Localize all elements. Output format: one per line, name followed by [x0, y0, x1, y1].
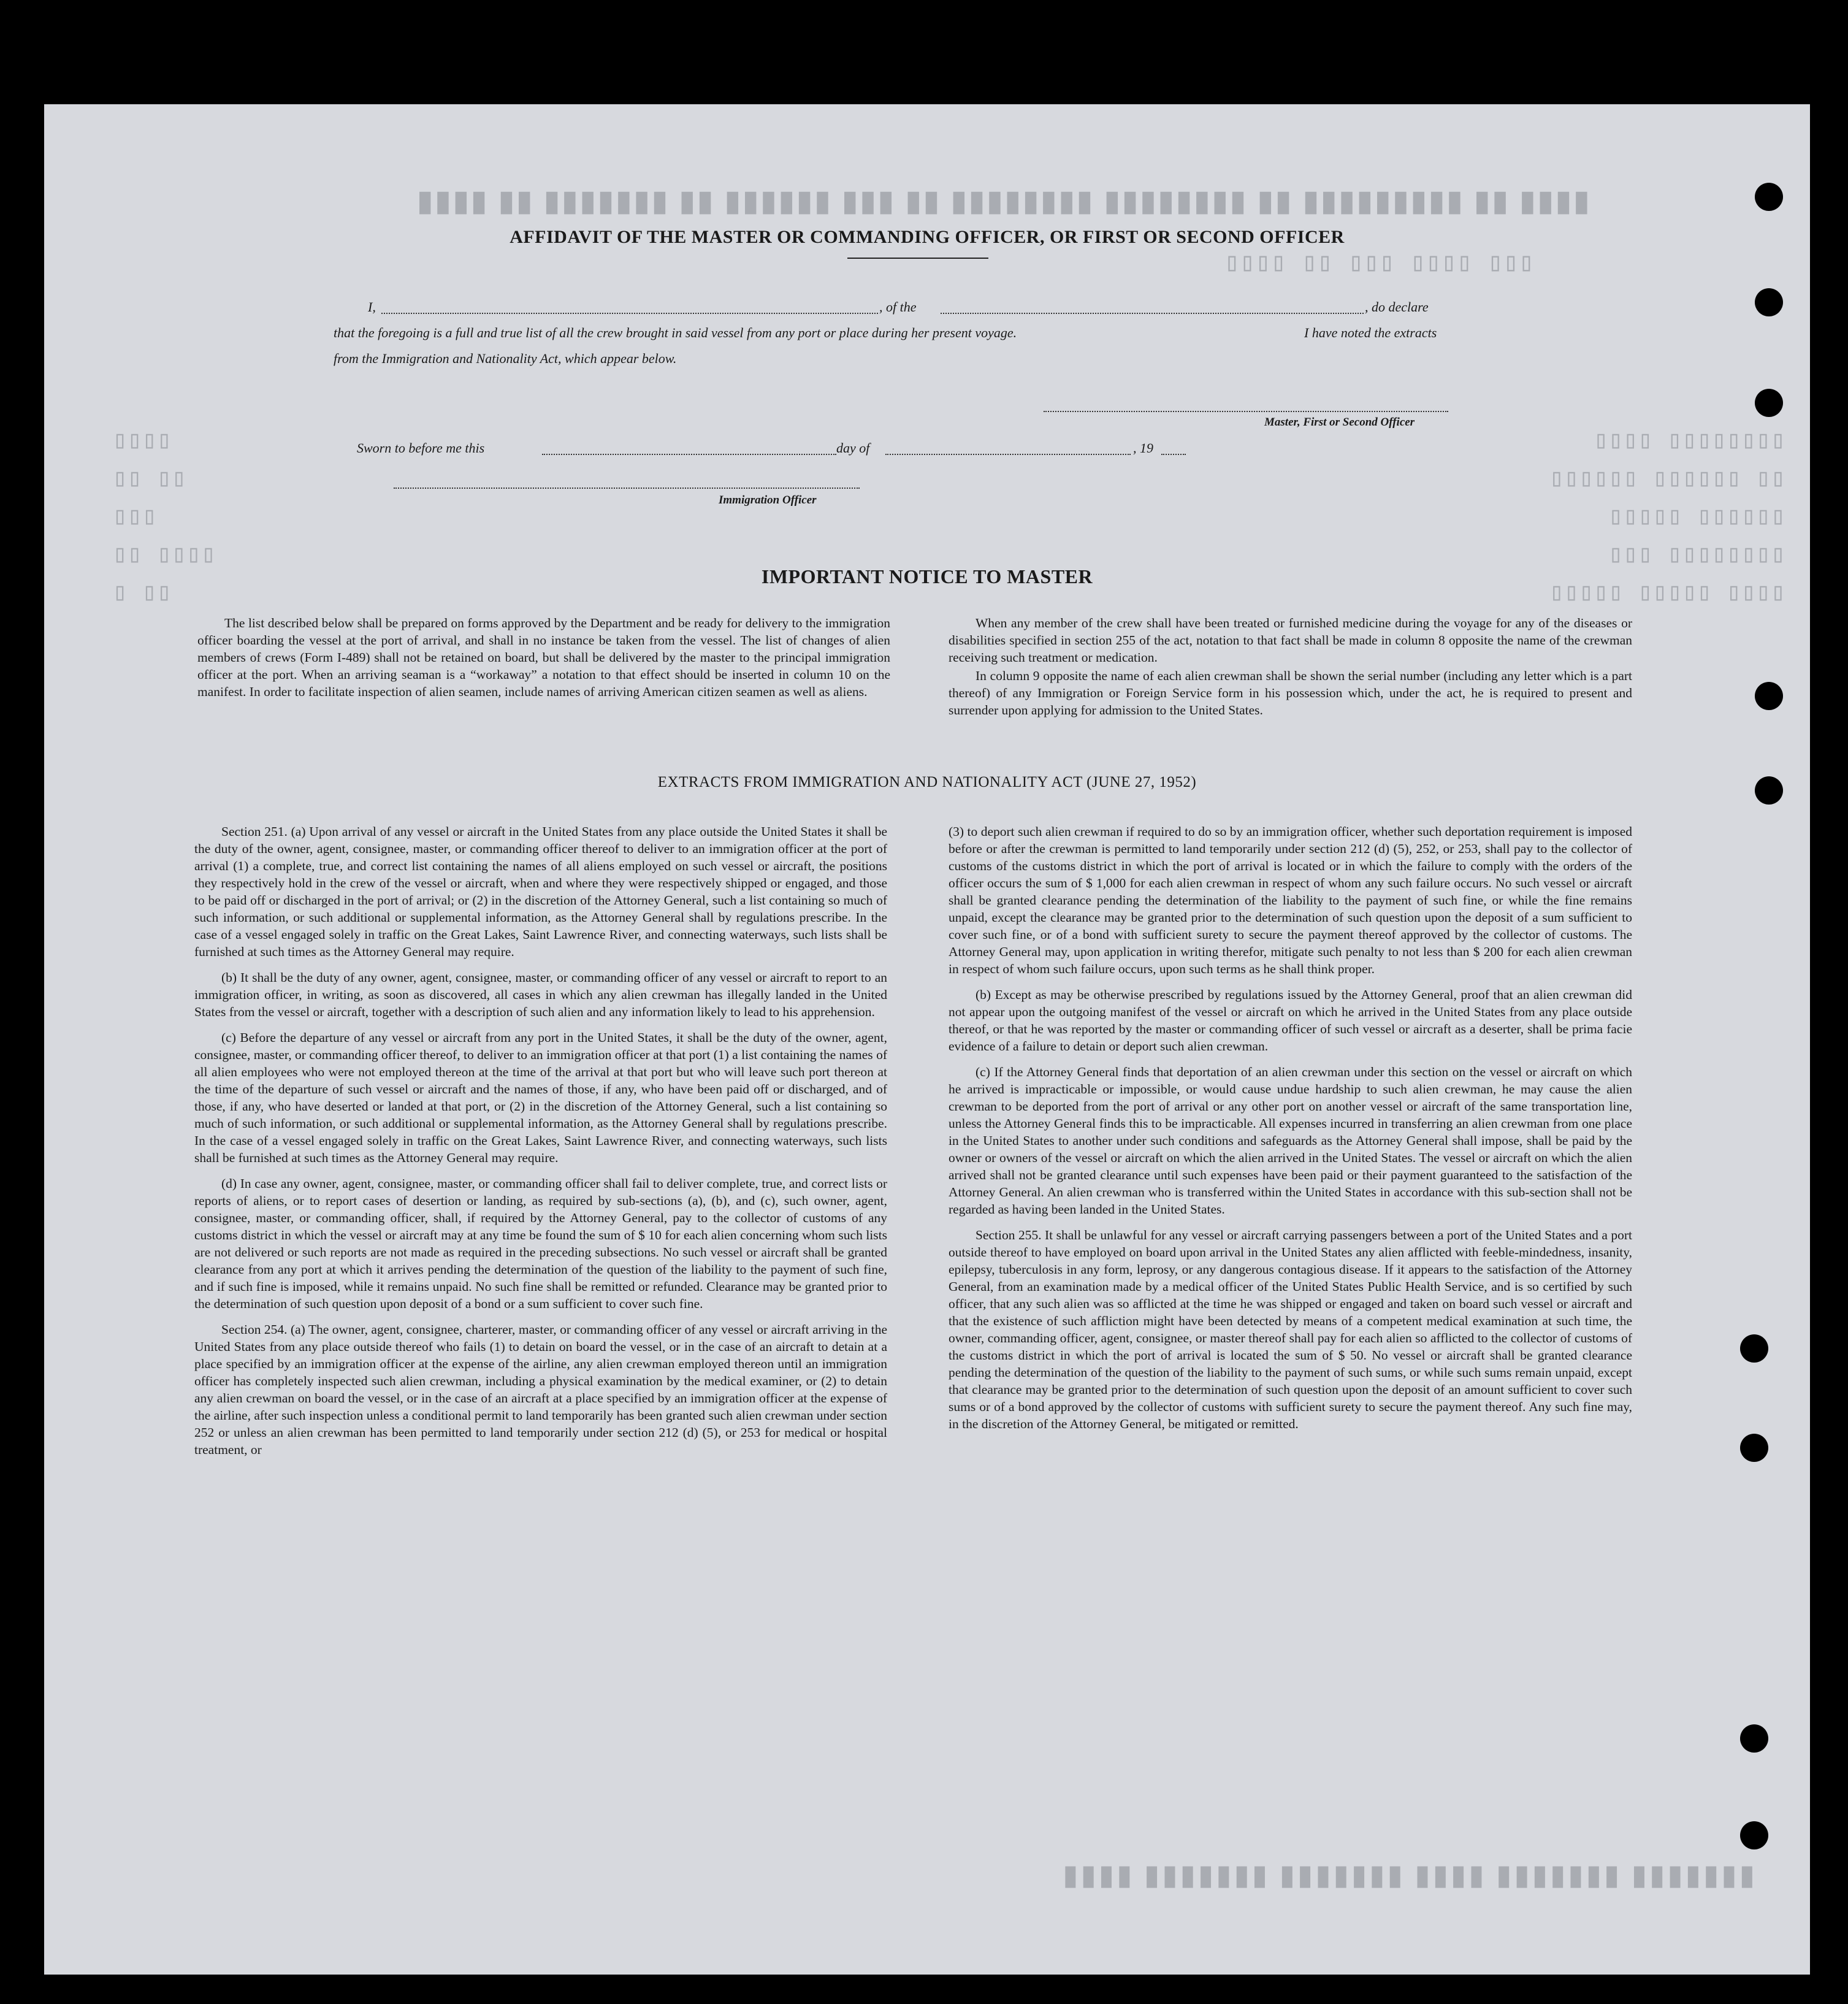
sworn-year-field[interactable] [1161, 454, 1186, 455]
extracts-right-column [949, 823, 1632, 1441]
punch-hole [1755, 776, 1783, 805]
section-255: Section 255. It shall be unlawful for any vessel or aircraft carrying passengers between a port of the United States and a port outside thereof to have employed on board upon arrival in the United States any alien afflicted with feeble-mindedness, insanity, epilepsy, tuberculosis in any form, leprosy, or any dangerous contagious disease. If it appears to the satisfaction of the Attorney General, from an examination made by a medical officer of the United States Public Health Service, and is so certified by such officer, that any such alien was so afflicted at the time he was shipped or engaged and taken on board such vessel or aircraft and that the existence of such affliction might have been detected by means of a competent medical examination at such time, the owner, commanding officer, agent, consignee, or master thereof shall pay for each alien so afflicted to the collector of customs of the customs district in which the port of arrival is located the sum of $ 50. No vessel or aircraft shall be granted clearance pending the determination of the question of the liability to the payment of such sums, or while such sums remain unpaid, except that clearance may be granted prior to the determination of such question upon the deposit of an amount sufficient to cover such sums or of a bond approved by the collector of customs with sufficient surety to secure the payment thereof. Any such fine may, in the discretion of the Attorney General, be mitigated or remitted. [949, 1228, 1632, 1431]
punch-hole [1740, 1334, 1768, 1363]
punch-hole [1755, 288, 1783, 316]
affidavit-i-label: I, [368, 299, 376, 315]
officer-signature-field[interactable] [1044, 411, 1448, 412]
immigration-officer-signature-field[interactable] [394, 488, 860, 489]
affidavit-of-the-label: , of the [879, 299, 917, 315]
punch-hole [1755, 682, 1783, 710]
officer-signature-caption: Master, First or Second Officer [1264, 416, 1415, 429]
vessel-name-field[interactable] [941, 313, 1364, 314]
immigration-officer-caption: Immigration Officer [719, 494, 817, 507]
affidavit-line-b: I have noted the extracts [1304, 325, 1437, 340]
punch-hole [1740, 1434, 1768, 1462]
notice-right-column [949, 614, 1632, 727]
affidavit-title: AFFIDAVIT OF THE MASTER OR COMMANDING OFFICER, OR FIRST OR SECOND OFFICER [510, 227, 1345, 247]
reverse-side-bleedthrough: ▮▮▮▮ ▮▮ ▮▮▮▮▮▮▮▮▮ ▮▮ ▮▮▮▮▮▮▮▮ ▮▮▮▮▮▮▮▮ ▮▮ ▮▮▮ ▮▮▮▮▮▮ ▮▮ ▮▮▮▮▮▮▮ ▮▮ ▮▮▮▮ ▯▯▯ ▯▯▯▯ ▯▯▯ ▯▯ ▯▯▯▯ ▯▯▯▯▯▯▯▯ ▯▯▯▯ ▯▯ ▯▯▯▯▯▯ ▯▯▯▯▯▯ ▯▯▯▯▯▯ ▯▯▯▯▯ ▯▯▯▯▯▯▯▯ ▯▯▯ ▯▯▯▯ ▯▯▯▯▯ ▯▯▯▯▯ ▯▯▯▯ ▯▯ ▯▯ ▯▯▯ ▯▯▯▯ ▯▯ ▯▯ ▯ ▮▮▮▮▮▮▮ ▮▮▮▮▮▮▮ ▮▮▮▮ ▮▮▮▮▮▮▮ ▮▮▮▮▮▮▮ ▮▮▮▮ [112, 185, 1785, 1891]
sworn-day-field[interactable] [542, 454, 836, 455]
section-254c: (c) If the Attorney General finds that deportation of an alien crewman under this section on the vessel or aircraft on which he arrived is impracticable or impossible, or would cause undue hardship to such alien crewman, he may cause the alien crewman to be deported from the port of arrival or any other port on another vessel or aircraft of the same transportation line, unless the Attorney General finds this to be impracticable. All expenses incurred in transferring an alien crewman from one place in the United States to another under such conditions and safeguards as the Attorney General shall impose, shall be paid by the owner or owners of the vessel or aircraft on which the alien arrived in the United States. The vessel or aircraft on which the alien arrived shall not be granted clearance until such expenses have been paid or their payment guaranteed to the satisfaction of the Attorney General. An alien crewman who is transferred within the United States in accordance with this sub-section shall not be regarded as having been landed in the United States. [949, 1065, 1632, 1217]
section-254b: (b) Except as may be otherwise prescribed by regulations issued by the Attorney General, proof that an alien crewman did not appear upon the outgoing manifest of the vessel or aircraft on which he arrived in the United States from any place outside thereof, or that he was reported by the master or commanding officer of such vessel or aircraft as a deserter, shall be prima facie evidence of a failure to detain or deport such alien crewman. [949, 987, 1632, 1054]
extracts-title: EXTRACTS FROM IMMIGRATION AND NATIONALITY ACT (JUNE 27, 1952) [657, 774, 1197, 790]
day-of-label: day of [836, 440, 870, 456]
punch-hole [1740, 1821, 1768, 1849]
notice-right-paragraph-2: In column 9 opposite the name of each alien crewman shall be shown the serial number (including any letter which is a part thereof) of any Immigration or Foreign Service form in his possession which, under the act, he is required to present and surrender upon applying for admission to the United States. [949, 668, 1632, 717]
section-254a-continued: (3) to deport such alien crewman if required to do so by an immigration officer, whether such deportation requirement is imposed before or after the crewman is permitted to land temporarily under section 212 (d) (5), 252, or 253, shall pay to the collector of customs of the customs district in which the port of arrival is located or in which the failure to comply with the orders of the officer occurs the sum of $ 1,000 for each alien crewman in respect of whom any such failure occurs. No such vessel or aircraft shall be granted clearance pending the determination of the liability to the payment of such fine, or while the fine remains unpaid, except the clearance may be granted prior to the determination of such question upon the deposit of a sum sufficient to cover such fine, or of a bond with sufficient surety to secure the payment thereof approved by the collector of customs. The Attorney General may, upon application in writing therefor, mitigate such penalty to not less than $ 200 for each alien crewman in respect of whom such failure occurs, upon such terms as he shall think proper. [949, 824, 1632, 976]
title-underline [847, 258, 988, 259]
year-label: , 19 [1133, 440, 1153, 456]
affidavit-declare-label: , do declare [1365, 299, 1429, 315]
sworn-month-field[interactable] [885, 454, 1131, 455]
punch-hole [1755, 183, 1783, 211]
extracts-left-column [194, 823, 887, 1467]
notice-title: IMPORTANT NOTICE TO MASTER [761, 565, 1093, 587]
section-251a: Section 251. (a) Upon arrival of any vessel or aircraft in the United States from any place outside the United States it shall be the duty of the owner, agent, consignee, master, or commanding officer thereof to deliver to an immigration officer at the port of arrival (1) a complete, true, and correct list containing the names of all aliens employed on such vessel or aircraft, the positions they respectively hold in the crew of the vessel or aircraft, when and where they were respectively shipped or engaged, and those to be paid off or discharged in the port of arrival; or (2) in the discretion of the Attorney General, such a list containing so much of such information, or such additional or supplemental information, as the Attorney General shall by regulations prescribe. In the case of a vessel engaged solely in traffic on the Great Lakes, Saint Lawrence River, and connecting waterways, such lists shall be furnished at such times as the Attorney General may require. [194, 824, 887, 959]
section-251d: (d) In case any owner, agent, consignee, master, or commanding officer shall fail to deliver complete, true, and correct lists or reports of aliens, or to report cases of desertion or landing, as required by sub-sections (a), (b), and (c), such owner, agent, consignee, master, or commanding officer, shall, if required by the Attorney General, pay to the collector of customs of any customs district in which the vessel or aircraft may at any time be found the sum of $ 10 for each alien concerning whom such lists are not delivered or such reports are not made as required in the preceding subsections. No such vessel or aircraft shall be granted clearance from any port at which it arrives pending the determination of the question of the liability to the payment of such fine, and if such fine is imposed, while it remains unpaid. No such fine shall be remitted or refunded. Clearance may be granted prior to the determination of such question upon deposit of a bond or a sum sufficient to cover such fine. [194, 1176, 887, 1311]
affidavit-line-a: that the foregoing is a full and true list of all the crew brought in said vessel from any port or place during her present voyage. [334, 325, 1017, 340]
punch-hole [1740, 1724, 1768, 1753]
document-sheet [44, 104, 1810, 1975]
notice-left-column [197, 614, 890, 709]
section-254a: Section 254. (a) The owner, agent, consignee, charterer, master, or commanding officer of any vessel or aircraft arriving in the United States from any place outside thereof who fails (1) to detain on board the vessel, or in the case of an aircraft to detain at a place specified by an immigration officer at the expense of the airline, any alien crewman employed thereon until an immigration officer has completely inspected such alien crewman, including a physical examination by the medical examiner, or (2) to detain any alien crewman on board the vessel, or in the case of an aircraft at a place specified by an immigration officer at the expense of the airline, after such inspection unless a conditional permit to land temporarily has been granted such alien crewman under section 252 or unless an alien crewman has been permitted to land temporarily under section 212 (d) (5), or 253 for medical or hospital treatment, or [194, 1322, 887, 1457]
section-251c: (c) Before the departure of any vessel or aircraft from any port in the United States, it shall be the duty of the owner, agent, consignee, master, or commanding officer thereof, to deliver to an immigration officer at that port (1) a list containing the names of all alien employees who were not employed thereon at the time of the arrival at that port but who will leave such port thereon at the time of the departure of such vessel or aircraft and the names of those, if any, who have been paid off or discharged, and of those, if any, who have deserted or landed at that port, or (2) in the discretion of the Attorney General, such a list containing so much of such information, or such additional or supplemental information, as the Attorney General shall by regulations prescribe. In the case of a vessel engaged solely in traffic on the Great Lakes, Saint Lawrence River, and connecting waterways, such lists shall be furnished at such times as the Attorney General may require. [194, 1030, 887, 1165]
notice-left-paragraph: The list described below shall be prepared on forms approved by the Department and be ready for delivery to the immigration officer boarding the vessel at the port of arrival, and shall in no instance be taken from the vessel. The list of changes of alien members of crews (Form I-489) shall not be retained on board, but shall be delivered by the master to the principal immigration officer at the port. When an arriving seaman is a “workaway” a notation to that effect should be inserted in column 10 on the manifest. In order to facilitate inspection of alien seamen, include names of arriving American citizen seamen as well as aliens. [197, 616, 890, 699]
master-name-field[interactable] [381, 313, 878, 314]
affidavit-line-c: from the Immigration and Nationality Act, which appear below. [334, 351, 677, 366]
section-251b: (b) It shall be the duty of any owner, agent, consignee, master, or commanding officer of any vessel or aircraft to report to an immigration officer, in writing, as soon as discovered, all cases in which any alien crewman has illegally landed in the United States from the vessel or aircraft, together with a description of such alien and any information likely to lead to his apprehension. [194, 970, 887, 1019]
notice-right-paragraph-1: When any member of the crew shall have been treated or furnished medicine during the voyage for any of the diseases or disabilities specified in section 255 of the act, notation to that fact shall be made in column 8 opposite the name of the crewman receiving such treatment or medication. [949, 616, 1632, 665]
sworn-label: Sworn to before me this [357, 440, 485, 456]
punch-hole [1755, 389, 1783, 417]
